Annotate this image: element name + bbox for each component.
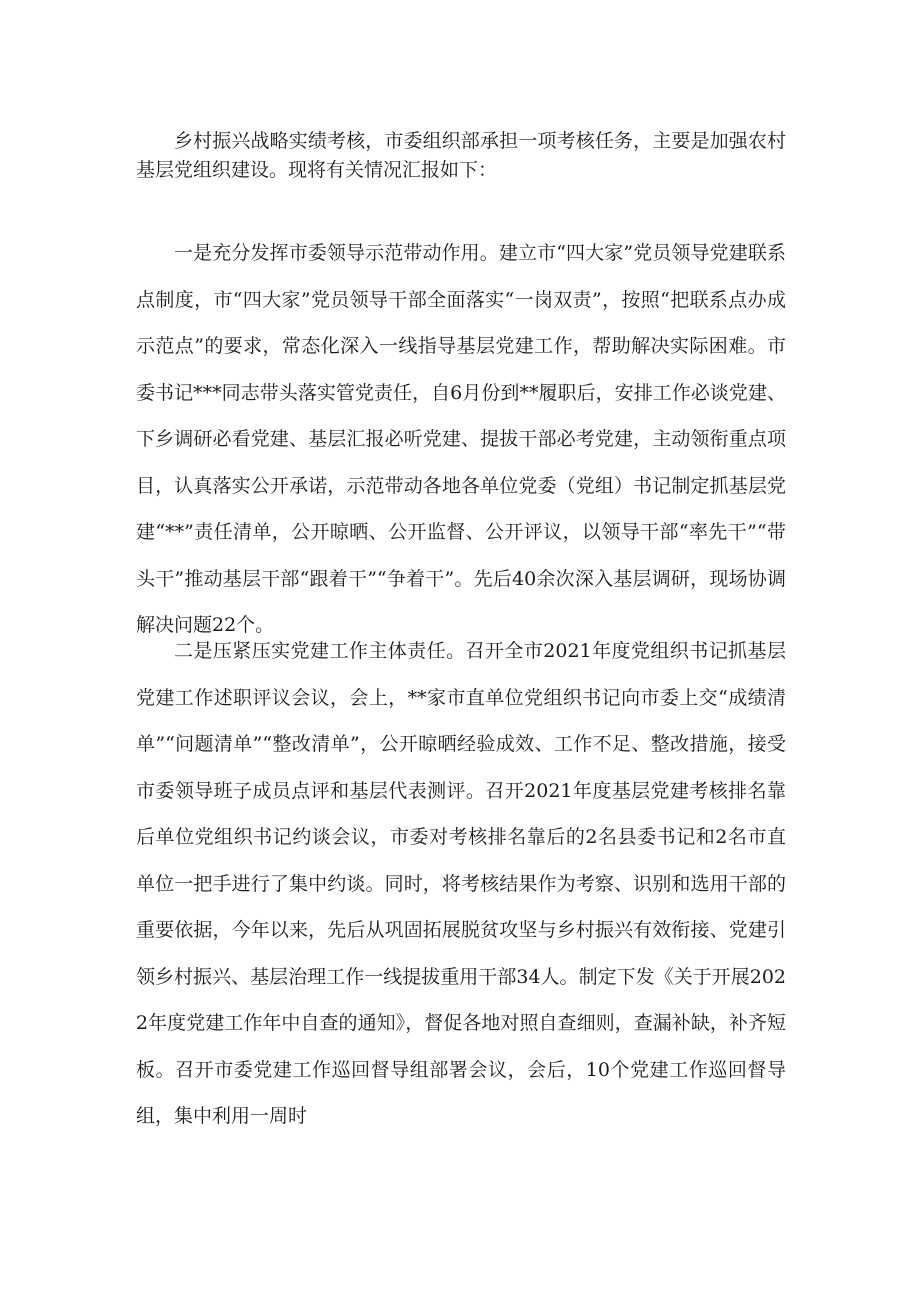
section-one-paragraph: 一是充分发挥市委领导示范带动作用。建立市“四大家”党员领导党建联系点制度，市“四大家”党员领导干部全面落实“一岗双责”，按照“把联系点办成示范点”的要求，常态化深入一线指导基层党建工作，帮助解决实际困难。市委书记***同志带头落实管党责任，自6月份到**履职后，安排工作必谈党建、下乡调研必看党建、基层汇报必听党建、提拔干部必考党建，主动领衔重点项目，认真落实公开承诺，示范带动各地各单位党委（党组）书记制定抓基层党建“**”责任清单，公开晾晒、公开监督、公开评议，以领导干部“率先干”“带头干”推动基层干部“跟着干”“争着干”。先后40余次深入基层调研，现场协调解决问题22个。	[136, 242, 786, 636]
section-two-paragraph: 二是压紧压实党建工作主体责任。召开全市2021年度党组织书记抓基层党建工作述职评议会议，会上，**家市直单位党组织书记向市委上交“成绩清单”“问题清单”“整改清单”，公开晾晒经验成效、工作不足、整改措施，接受市委领导班子成员点评和基层代表测评。召开2021年度基层党建考核排名靠后单位党组织书记约谈会议，市委对考核排名靠后的2名县委书记和2名市直单位一把手进行了集中约谈。同时，将考核结果作为考察、识别和选用干部的重要依据，今年以来，先后从巩固拓展脱贫攻坚与乡村振兴有效衔接、党建引领乡村振兴、基层治理工作一线提拔重用干部34人。制定下发《关于开展2022年度党建工作年中自查的通知》，督促各地对照自查细则，查漏补缺，补齐短板。召开市委党建工作巡回督导组部署会议，会后，10个党建工作巡回督导组，集中利用一周时	[136, 640, 786, 1127]
intro-paragraph: 乡村振兴战略实绩考核，市委组织部承担一项考核任务，主要是加强农村基层党组织建设。现将有关情况汇报如下：	[136, 130, 786, 181]
